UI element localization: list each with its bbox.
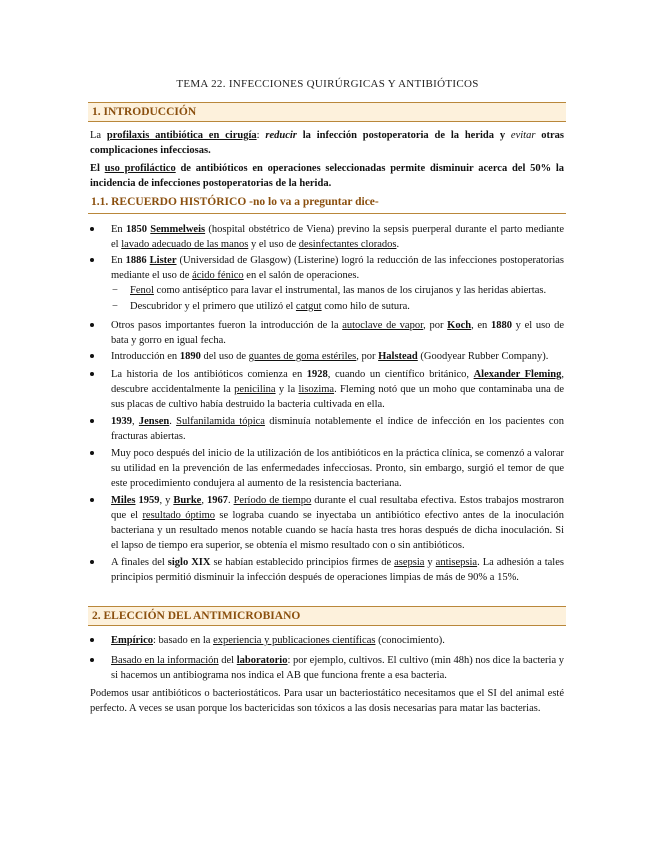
text-term: autoclave de vapor	[342, 320, 424, 331]
text-term: catgut	[295, 301, 322, 312]
text: . La adhesión a tales principios permitió disminuir la infección después de operaciones limpias de más de 90% a 15%.	[111, 557, 564, 583]
text-reducir: reducir	[265, 130, 297, 141]
text: y el uso de bata y gorro en igual fecha.	[111, 320, 564, 346]
text: ,	[201, 495, 207, 506]
text-term: Sulfanilamida tópica	[176, 416, 265, 427]
text: .	[396, 239, 400, 250]
text: otras complicaciones infecciosas.	[90, 130, 564, 156]
list-item-semmelweis	[90, 222, 564, 252]
sub-list-item-fenol	[112, 283, 564, 298]
list-item-siglo-xix	[90, 555, 564, 585]
text: El	[90, 163, 105, 174]
text: .	[169, 416, 177, 427]
text: del	[218, 655, 237, 666]
text-name: Alexander Fleming	[473, 369, 562, 380]
text-term: Empírico	[111, 635, 153, 646]
text: (conocimiento).	[375, 635, 445, 646]
list-item-prevencion	[90, 446, 564, 491]
list-item-koch	[90, 318, 564, 348]
text: .	[227, 495, 234, 506]
text-term: desinfectantes clorados	[298, 239, 397, 250]
text-year: 1880	[490, 320, 512, 331]
bullet-icon	[90, 498, 94, 502]
text: (Goodyear Rubber Company).	[417, 351, 549, 362]
text-term: lavado adecuado de las manos	[121, 239, 249, 250]
section-heading-eleccion-antimicrobiano	[88, 606, 566, 626]
text-term: Basado en la información	[111, 655, 219, 666]
text: , en	[471, 320, 491, 331]
text: (Universidad de Glasgow) (Listerine) logró la reducción de las infecciones postoperatorias mediante el uso de	[111, 255, 564, 281]
text: disminuía notablemente el índice de infección en los pacientes con fracturas abiertas.	[111, 416, 565, 442]
text-name: Koch	[447, 320, 472, 331]
text-name: Halstead	[378, 351, 418, 362]
text-term: antisepsia	[435, 557, 478, 568]
list-item-lister	[90, 253, 564, 283]
text: se lograba cuando se inyectaba un antibiótico efectivo antes de la inoculación bacteriana y un resultado menos notable cuando se hacía hasta tres horas después de dicha inoculación. Si el lapso de tiempo era superior, se obtenía el mismo resultado con o sin antibióticos.	[111, 510, 564, 551]
text: la infección postoperatoria de la herida y	[296, 130, 511, 141]
text: en el salón de operaciones.	[243, 270, 360, 281]
text-term: resultado óptimo	[142, 510, 216, 521]
bullet-icon	[90, 323, 94, 327]
closing-paragraph: Podemos usar antibióticos o bacteriostáticos. Para usar un bacteriostático necesitamos que el SI del animal esté perfecto. A veces se usan porque los bactericidas son tóxicos a las dosis necesarias para matar las bacterias.	[90, 688, 564, 714]
text-term: guantes de goma estériles	[248, 351, 357, 362]
subsection-heading-text: 1.1. RECUERDO HISTÓRICO -no lo va a preguntar dice-	[91, 196, 379, 208]
text: En	[111, 224, 126, 235]
text: Muy poco después del inicio de la utilización de los antibióticos en la práctica clínica, se comenzó a valorar su utilidad en la prevención de las enfermedades infecciosas. Pronto, sin embargo, surgió el temor de que este procedimiento condujera al aumento de la resistencia bacteriana.	[111, 448, 564, 489]
text: Otros pasos importantes fueron la introducción de la	[111, 320, 343, 331]
text-term: asepsia	[394, 557, 425, 568]
text-term: Fenol	[130, 285, 154, 296]
list-item-fleming	[90, 367, 564, 412]
section-heading-text: 1. INTRODUCCIÓN	[92, 106, 197, 118]
text: se habían establecido principios firmes de	[210, 557, 395, 568]
text: En	[111, 255, 126, 266]
text: , por	[423, 320, 448, 331]
text-year: 1928	[306, 369, 328, 380]
text-name: Lister	[149, 255, 177, 266]
text-uso-profilactico: uso profiláctico	[104, 163, 176, 174]
document-title: TEMA 22. INFECCIONES QUIRÚRGICAS Y ANTIBIÓTICOS	[176, 78, 479, 90]
text: y	[424, 557, 436, 568]
text: (hospital obstétrico de Viena) previno la sepsis puerperal durante el parto mediante el	[111, 224, 565, 250]
dash-marker: −	[112, 285, 118, 296]
text: : por ejemplo, cultivos. El cultivo (min 48h) nos dice la bacteria y si hacemos un antibiograma nos indica el AB que funciona frente a esa bacteria.	[111, 655, 565, 681]
text: , descubre accidentalmente la	[111, 369, 564, 395]
sub-list-item-catgut	[112, 299, 564, 314]
text-name: Miles	[111, 495, 136, 506]
text: y el uso de	[248, 239, 299, 250]
dash-marker: −	[112, 301, 118, 312]
bullet-icon	[90, 227, 94, 231]
text: A finales del	[111, 557, 168, 568]
list-item-jensen	[90, 414, 564, 444]
bullet-icon	[90, 372, 94, 376]
text-term: Período de tiempo	[233, 495, 312, 506]
intro-paragraph-2	[90, 161, 564, 191]
text-term: experiencia y publicaciones científicas	[213, 635, 376, 646]
text: como antiséptico para lavar el instrumental, las manos de los cirujanos y las heridas abiertas.	[153, 285, 547, 296]
text: de antibióticos en operaciones seleccionadas permite disminuir acerca del 50% la incidencia de infecciones postoperatorias de la herida.	[90, 163, 565, 189]
text-name: Burke	[173, 495, 202, 506]
intro-paragraph-1	[90, 128, 564, 158]
text-name: Jensen	[138, 416, 170, 427]
text: ,	[132, 416, 139, 427]
bullet-icon	[90, 258, 94, 262]
list-item-miles-burke	[90, 493, 564, 553]
text-term: penicilina	[234, 384, 276, 395]
text: del uso de	[200, 351, 249, 362]
text: : basado en la	[153, 635, 214, 646]
text-term: lisozima	[298, 384, 335, 395]
bullet-icon	[90, 658, 94, 662]
text: La	[90, 130, 107, 141]
text-term: siglo XIX	[167, 557, 211, 568]
text-year: 1967	[206, 495, 228, 506]
bullet-icon	[90, 354, 94, 358]
text: , cuando un científico británico,	[327, 369, 474, 380]
text-year: 1939	[111, 416, 132, 427]
text-year: 1890	[179, 351, 201, 362]
list-item-laboratorio	[90, 653, 564, 683]
text: Descubridor y el primero que utilizó el	[130, 301, 296, 312]
text: :	[256, 130, 266, 141]
text-year: 1959	[138, 495, 160, 506]
bullet-icon	[90, 419, 94, 423]
section-heading-introduccion	[88, 102, 566, 122]
section-heading-text: 2. ELECCIÓN DEL ANTIMICROBIANO	[92, 610, 301, 622]
text-year: 1850	[125, 224, 151, 235]
text: Introducción en	[111, 351, 180, 362]
bullet-icon	[90, 560, 94, 564]
text: . Fleming notó que un moho que contaminaba una de sus placas de cultivo había destruido la bacteria cultivada en ella.	[111, 384, 565, 410]
text: , y	[159, 495, 174, 506]
text-evitar: evitar	[510, 130, 536, 141]
text: , por	[356, 351, 379, 362]
text-year: 1886	[125, 255, 150, 266]
bullet-icon	[90, 638, 94, 642]
text-term: ácido fénico	[192, 270, 244, 281]
text: y la	[275, 384, 299, 395]
text: durante el cual resultaba efectiva. Estos trabajos mostraron que el	[111, 495, 564, 521]
text: La historia de los antibióticos comienza en	[111, 369, 307, 380]
text-term: laboratorio	[236, 655, 288, 666]
bullet-icon	[90, 451, 94, 455]
text: como hilo de sutura.	[321, 301, 410, 312]
subsection-heading-recuerdo-historico	[88, 194, 566, 214]
text-profilaxis: profilaxis antibiótica en cirugía	[106, 130, 257, 141]
text-name: Semmelweis	[150, 224, 206, 235]
list-item-halstead	[90, 349, 564, 364]
list-item-empirico	[90, 633, 564, 648]
